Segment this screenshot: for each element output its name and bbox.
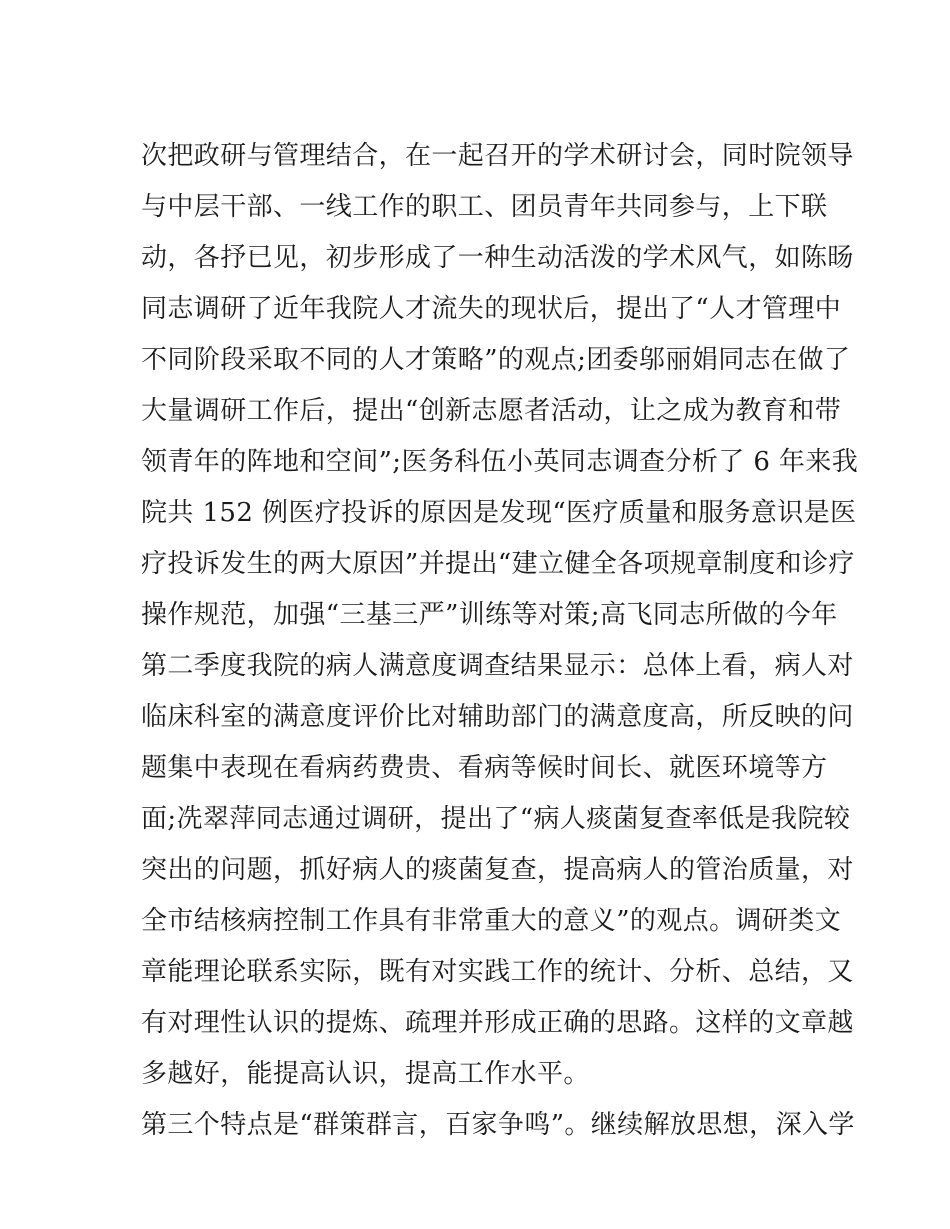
text-line-11: 第二季度我院的病人满意度调查结果显示：总体上看，病人对 [141, 651, 854, 681]
text-line-8: 院共 152 例医疗投诉的原因是发现“医疗质量和服务意识是医 [141, 498, 857, 528]
body-text [141, 131, 859, 1151]
text-line-17: 章能理论联系实际，既有对实践工作的统计、分析、总结，又 [141, 957, 854, 987]
text-line-19: 多越好，能提高认识，提高工作水平。 [141, 1059, 590, 1089]
text-line-16: 全市结核病控制工作具有非常重大的意义”的观点。调研类文 [141, 906, 842, 936]
text-line-3: 动，各抒已见，初步形成了一种生动活泼的学术风气，如陈旸 [141, 243, 854, 273]
text-line-20: 第三个特点是“群策群言，百家争鸣”。继续解放思想，深入学 [141, 1110, 855, 1140]
text-line-6: 大量调研工作后，提出“创新志愿者活动，让之成为教育和带 [141, 396, 842, 426]
text-line-10: 操作规范，加强“三基三严”训练等对策;高飞同志所做的今年 [141, 600, 838, 630]
text-line-12: 临床科室的满意度评价比对辅助部门的满意度高，所反映的问 [141, 702, 854, 732]
text-line-5: 不同阶段采取不同的人才策略”的观点;团委邬丽娟同志在做了 [141, 345, 851, 375]
text-line-9: 疗投诉发生的两大原因”并提出“建立健全各项规章制度和诊疗 [141, 549, 855, 579]
text-line-14: 面;冼翠萍同志通过调研，提出了“病人痰菌复查率低是我院较 [141, 804, 851, 834]
text-line-2: 与中层干部、一线工作的职工、团员青年共同参与，上下联 [141, 192, 828, 222]
text-line-4: 同志调研了近年我院人才流失的现状后，提出了“人才管理中 [141, 294, 842, 324]
text-line-1: 次把政研与管理结合，在一起召开的学术研讨会，同时院领导 [141, 141, 854, 171]
text-line-18: 有对理性认识的提炼、疏理并形成正确的思路。这样的文章越 [141, 1008, 854, 1038]
text-line-7: 领青年的阵地和空间”;医务科伍小英同志调查分析了 6 年来我 [141, 447, 859, 477]
text-line-13: 题集中表现在看病药费贵、看病等候时间长、就医环境等方 [141, 753, 828, 783]
text-line-15: 突出的问题，抓好病人的痰菌复查，提高病人的管治质量，对 [141, 855, 854, 885]
